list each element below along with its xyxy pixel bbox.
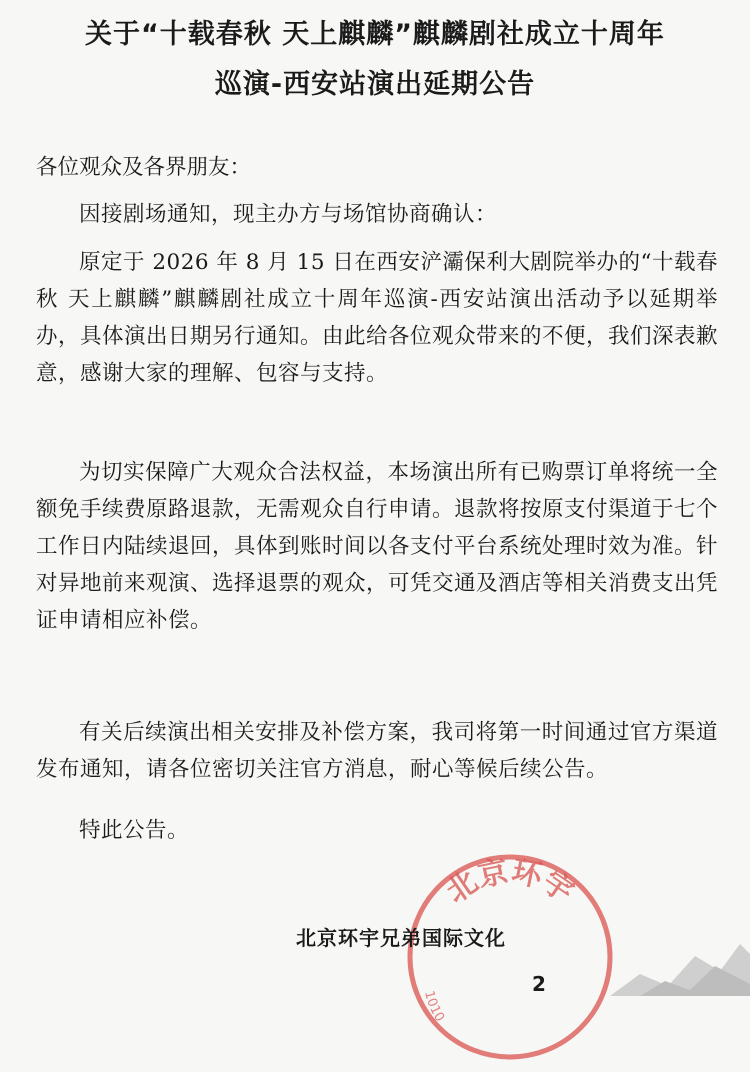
corner-page-number: 2 — [532, 972, 546, 996]
notice-title-line1: 关于“十载春秋 天上麒麟”麒麟剧社成立十周年 — [85, 19, 665, 50]
paragraph-follow-up: 有关后续演出相关安排及补偿方案，我司将第一时间通过官方渠道发布通知，请各位密切关注官方消息，耐心等候后续公告。 — [36, 720, 718, 782]
notice-title-line2: 巡演-西安站演出延期公告 — [214, 69, 536, 100]
paragraph-postponement: 原定于 2026 年 8 月 15 日在西安浐灞保利大剧院举办的“十载春秋 天上麒麟”麒麟剧社成立十周年巡演-西安站演出活动予以延期举办，具体演出日期另行通知。由此给各位观众带来的不便，我们深表歉意，感谢大家的理解、包容与支持。 — [36, 250, 719, 386]
torn-corner-icon — [490, 926, 750, 996]
paragraph-closing: 特此公告。 — [79, 818, 190, 843]
seal-text: 北京环宇 — [439, 854, 581, 911]
signature: 北京环宇兄弟国际文化 — [296, 926, 506, 950]
seal-number: 1010 — [421, 989, 448, 1025]
paragraph-refund: 为切实保障广大观众合法权益，本场演出所有已购票订单将统一全额免手续费原路退款，无需观众自行申请。退款将按原支付渠道于七个工作日内陆续退回，具体到账时间以各支付平台系统处理时效为准。针对异地前来观演、选择退票的观众，可凭交通及酒店等相关消费支出凭证申请相应补偿。 — [36, 460, 719, 633]
svg-text:北京环宇 — [440, 854, 580, 910]
paragraph-intro: 因接剧场通知，现主办方与场馆协商确认： — [79, 202, 498, 227]
salutation: 各位观众及各界朋友： — [36, 155, 252, 180]
